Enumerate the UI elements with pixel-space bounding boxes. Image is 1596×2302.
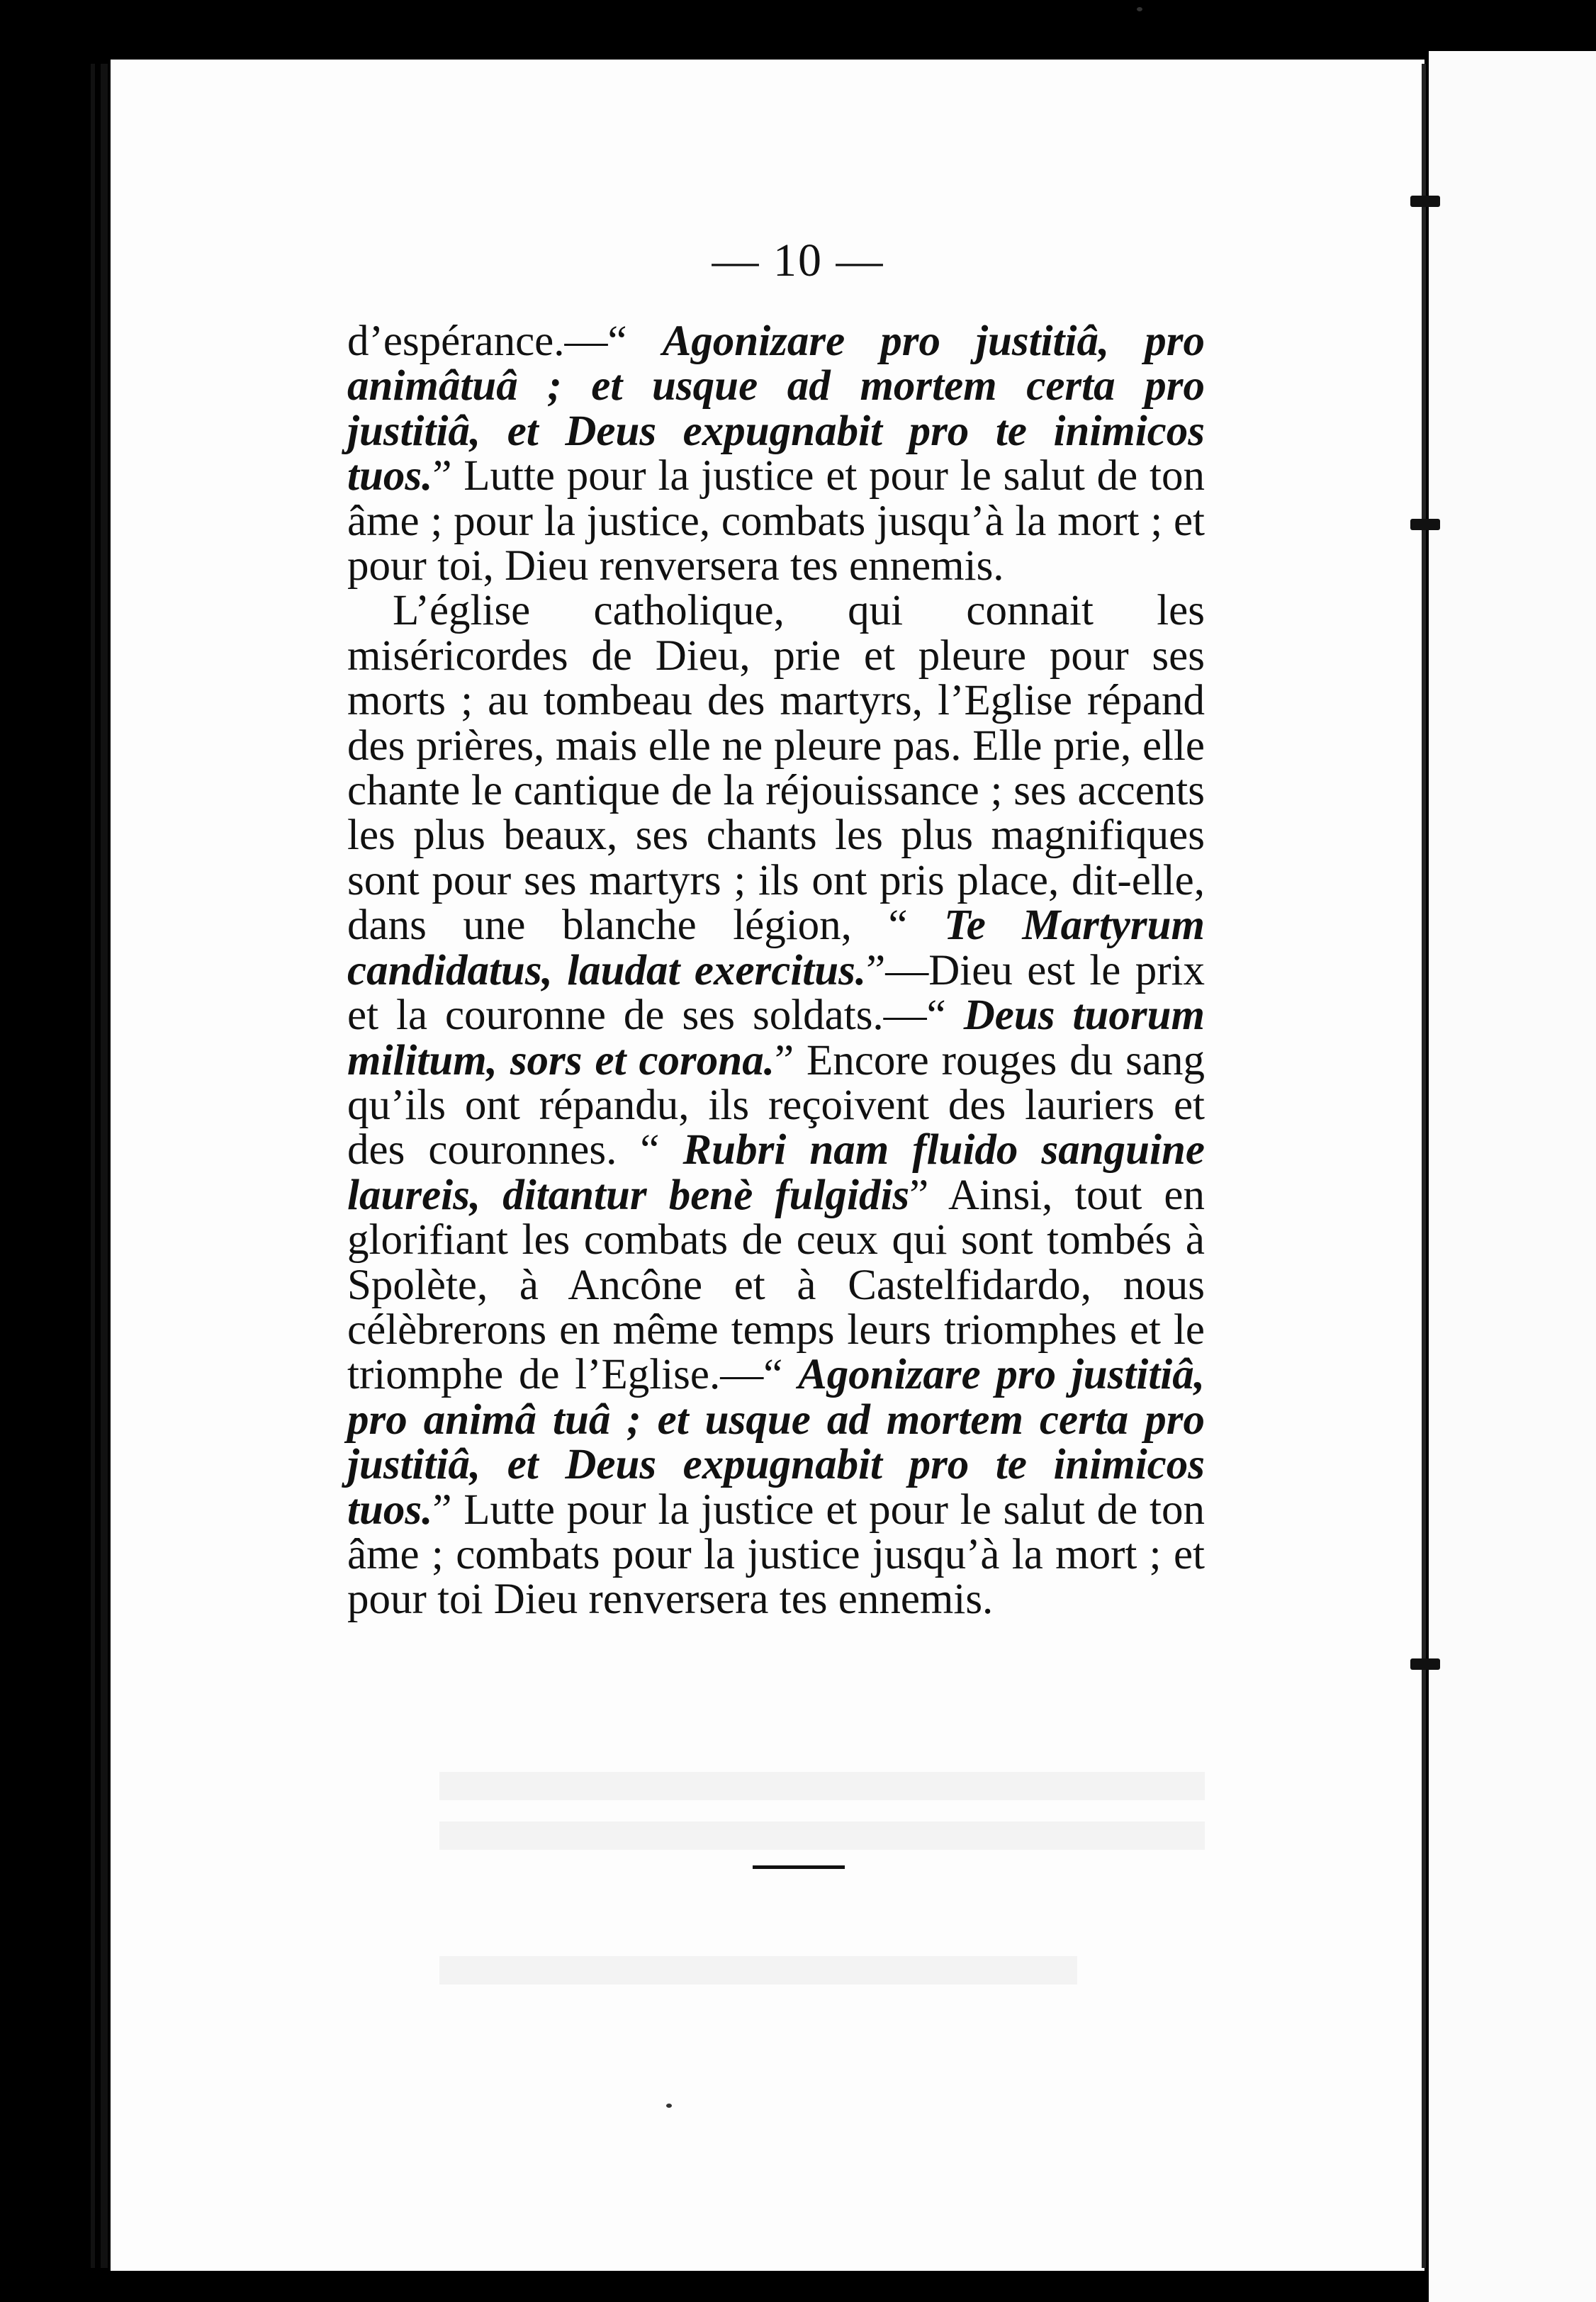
bleed-through	[439, 1772, 1205, 1800]
text-run: ” Lutte pour la justice et pour le salut de ton âme ; combats pour la justice jusqu’à la mort ; et pour toi Dieu renversera tes ennemis.	[347, 1486, 1205, 1624]
page-number: — 10 —	[712, 235, 884, 286]
binding-edge	[101, 64, 108, 2268]
text-run: ” Ainsi, tout en glorifiant les combats de ceux qui sont tombés à Spolète, à Ancône et à Castelfidardo, nous célèbrerons en même temps leurs triomphes et le triomphe de l’Eglise.—“	[347, 1171, 1205, 1399]
latin-quote: Rubri nam fluido sanguine laureis, ditantur benè fulgidis	[347, 1126, 1205, 1219]
binding-edge	[91, 64, 95, 2268]
text-run: ”—Dieu est le prix et la couronne de ses soldats.—“	[347, 946, 1206, 1040]
text-run: L’église catholique, qui connait les miséricordes de Dieu, prie et pleure pour ses morts ; au tombeau des martyrs, l’Eglise répand des prières, mais elle ne pleure pas. Elle prie, elle chante le cantique de la réjouissance ; ses accents les plus beaux, ses chants les plus magnifiques sont pour ses martyrs ; ils ont pris place, dit-elle, dans une blanche légion, “	[347, 587, 1205, 950]
binding-staple	[1410, 1658, 1440, 1670]
scan-speck	[666, 2104, 672, 2108]
text-run: ” Encore rouges du sang qu’ils ont répandu, ils reçoivent des lauriers et des couronnes. “	[347, 1036, 1205, 1174]
latin-quote: Agonizare pro justitiâ, pro animâ tuâ ; et usque ad mortem certa pro justitiâ, et Deus expugnabit pro te inimicos tuos.	[347, 1351, 1205, 1534]
bleed-through	[439, 1956, 1077, 1984]
facing-page-edge	[1429, 51, 1596, 2302]
binding-staple	[1410, 519, 1440, 530]
latin-quote: Agonizare pro justitiâ, pro animâtuâ ; et usque ad mortem certa pro justitiâ, et Deus expugnabit pro te inimicos tuos.	[347, 318, 1205, 500]
latin-quote: Deus tuorum militum, sors et corona.	[347, 992, 1205, 1084]
paragraph	[347, 588, 1205, 1622]
binding-staple	[1410, 196, 1440, 207]
page-fold-edge	[1422, 64, 1426, 2268]
text-run: d’espérance.—“	[347, 318, 663, 365]
scan-speck	[1137, 7, 1142, 11]
closing-rule	[753, 1865, 845, 1869]
latin-quote: Te Martyrum candidatus, laudat exercitus.	[347, 902, 1205, 994]
body-text	[347, 319, 1205, 1622]
bleed-through	[439, 1821, 1205, 1850]
text-run: ” Lutte pour la justice et pour le salut de ton âme ; pour la justice, combats jusqu’à la mort ; et pour toi, Dieu renversera tes ennemis.	[347, 452, 1205, 590]
paragraph	[347, 319, 1205, 588]
